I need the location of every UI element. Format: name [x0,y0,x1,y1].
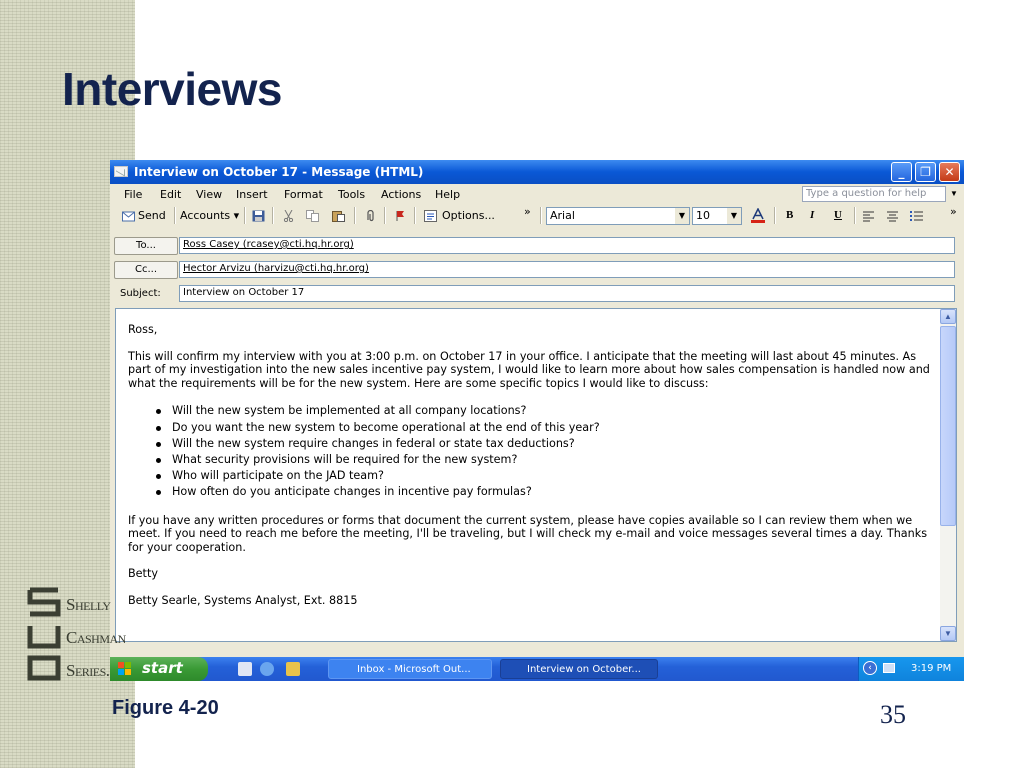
align-left-icon[interactable] [862,210,875,222]
toolbar-separator [174,207,176,224]
help-dropdown-icon[interactable]: ▼ [950,189,958,198]
window-title: Interview on October 17 - Message (HTML) [134,165,424,179]
scrollbar-thumb[interactable] [940,326,956,526]
minimize-button[interactable]: _ [891,162,912,182]
start-label: start [142,659,183,677]
taskbar-item-interview-message[interactable]: Interview on October... [500,659,658,679]
scroll-down-icon[interactable]: ▼ [940,626,956,641]
toolbar-overflow-chevron-icon[interactable]: » [524,205,531,218]
toolbar-separator [354,207,356,224]
font-size-select[interactable] [692,207,742,225]
closing-paragraph: If you have any written procedures or forms that document the current system, please have copies available so I can review them when we meet. If you need to reach me before the meeting, I'll be traveling, but I will check my e-mail and voice messages several times a day. Thanks for your cooperation. [128,513,928,554]
toolbar-separator [414,207,416,224]
send-button[interactable]: Send [138,209,166,222]
list-item: Will the new system require changes in federal or state tax deductions? [172,436,936,452]
intro-paragraph: This will confirm my interview with you at 3:00 p.m. on October 17 in your office. I anticipate that the meeting will last about 45 minutes. As part of my investigation into the new sales incentive pay system, I would like to learn more about how sales compensation is handled now and what the requirements will be for the new system. Here are some specific topics I would like to discuss: [128,349,930,390]
window-titlebar[interactable] [110,160,964,184]
list-item: Will the new system be implemented at all company locations? [172,403,936,419]
chevron-down-icon: ▼ [675,208,689,224]
options-icon [424,210,437,222]
cc-field[interactable]: Hector Arvizu (harvizu@cti.hq.hr.org) [179,261,955,278]
save-icon[interactable] [252,210,265,222]
logo-wordmark [66,588,126,687]
figure-caption: Figure 4-20 [112,697,219,719]
paste-icon[interactable] [332,210,345,222]
bullets-icon[interactable] [910,210,923,222]
toolbar-separator [774,207,776,224]
outlook-quicklaunch-icon[interactable] [286,662,300,676]
to-field[interactable]: Ross Casey (rcasey@cti.hq.hr.org) [179,237,955,254]
menu-actions[interactable]: Actions [381,188,422,201]
internet-explorer-icon[interactable] [260,662,274,676]
bold-button[interactable]: B [786,209,794,221]
copy-icon[interactable] [306,210,319,222]
font-size-value: 10 [696,209,710,222]
menu-view[interactable]: View [196,188,223,201]
menu-insert[interactable]: Insert [236,188,268,201]
font-name-select[interactable] [546,207,690,225]
signature: Betty [128,567,158,581]
show-desktop-icon[interactable] [238,662,252,676]
toolbar-separator [244,207,246,224]
list-item: Do you want the new system to become operational at the end of this year? [172,420,936,436]
options-button[interactable]: Options... [442,209,495,222]
list-item: Who will participate on the JAD team? [172,468,936,484]
subject-label: Subject: [120,288,161,299]
send-icon [122,210,135,222]
logo-line: Series. [66,661,110,680]
message-text [128,323,936,621]
logo-line: Shelly [66,595,111,614]
scroll-up-icon[interactable]: ▲ [940,309,956,324]
logo-line: Cashman [66,628,126,647]
toolbar-separator [540,207,542,224]
envelope-icon [114,166,128,177]
menu-format[interactable]: Format [284,188,323,201]
italic-button[interactable]: I [810,209,815,221]
attach-icon[interactable] [364,210,377,222]
align-center-icon[interactable] [886,210,899,222]
taskbar-item-inbox[interactable]: Inbox - Microsoft Out... [328,659,492,679]
topics-list [128,403,936,500]
message-body-editor[interactable] [115,308,957,642]
toolbar-overflow-chevron-icon[interactable]: » [950,205,957,218]
help-search-input[interactable]: Type a question for help [802,186,946,202]
toolbar-separator [384,207,386,224]
cut-icon[interactable] [282,210,295,222]
signature-full: Betty Searle, Systems Analyst, Ext. 8815 [128,593,358,607]
close-button[interactable]: ✕ [939,162,960,182]
font-name-value: Arial [550,209,575,222]
list-item: How often do you anticipate changes in incentive pay formulas? [172,484,936,500]
subject-field[interactable]: Interview on October 17 [179,285,955,302]
menu-tools[interactable]: Tools [338,188,366,201]
font-color-icon[interactable] [750,208,766,224]
vertical-scrollbar[interactable] [940,309,956,641]
windows-taskbar [110,657,964,681]
greeting: Ross, [128,323,158,336]
toolbar-separator [272,207,274,224]
menu-edit[interactable]: Edit [160,188,182,201]
shelly-cashman-series-logo [24,586,136,696]
cc-button[interactable]: Cc... [114,261,178,279]
slide-title: Interviews [62,63,282,115]
outlook-message-window [110,160,964,681]
series-logo-mark-icon [24,586,64,692]
underline-button[interactable]: U [834,209,842,221]
tray-collapse-icon[interactable]: ‹ [863,661,877,675]
toolbar-separator [854,207,856,224]
menu-help[interactable]: Help [435,188,461,201]
accounts-button[interactable]: Accounts ▾ [180,209,240,222]
list-item: What security provisions will be required for the new system? [172,452,936,468]
flag-icon[interactable] [394,210,407,222]
menu-file[interactable]: File [124,188,143,201]
page-number: 35 [880,700,906,729]
to-button[interactable]: To... [114,237,178,255]
clock[interactable]: 3:19 PM [911,663,952,674]
system-tray [858,657,964,681]
chevron-down-icon: ▼ [727,208,741,224]
network-icon[interactable] [883,663,895,673]
formatting-toolbar [110,204,964,228]
restore-button[interactable]: ❐ [915,162,936,182]
